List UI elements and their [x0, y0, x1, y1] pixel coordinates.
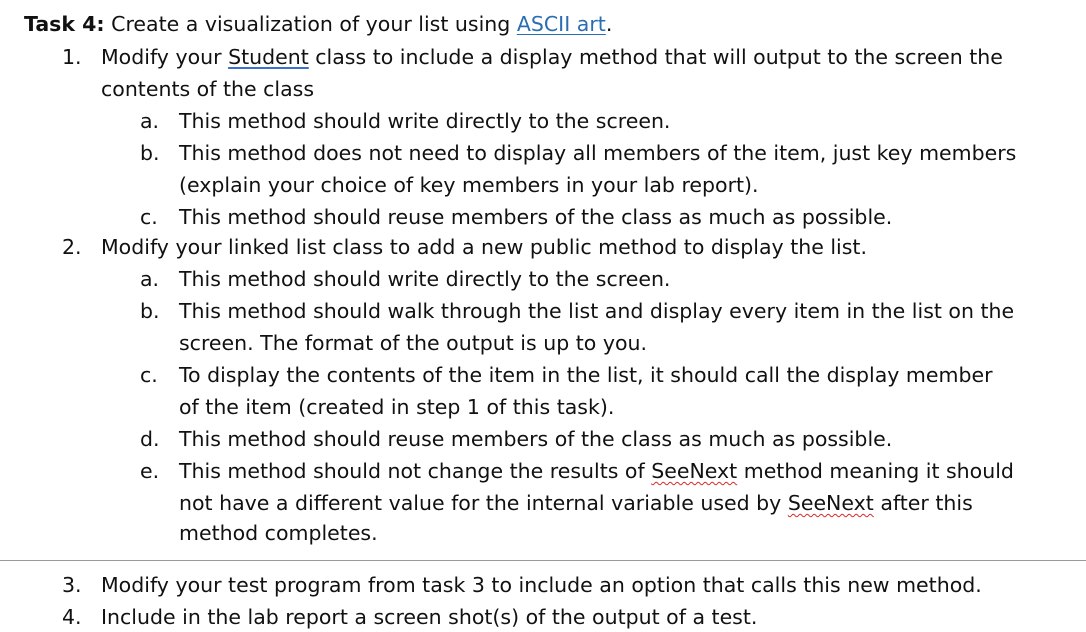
item-1a-text: This method should write directly to the screen. [179, 109, 671, 133]
item-2d-letter: d. [140, 427, 160, 451]
item-2c-text: To display the contents of the item in the list, it should call the display member [179, 363, 993, 387]
item-2b-letter: b. [140, 299, 160, 323]
item-2a-text: This method should write directly to the screen. [179, 267, 671, 291]
item-2-number: 2. [62, 235, 82, 259]
item-1b-text-continued: (explain your choice of key members in your lab report). [179, 173, 759, 197]
task-label: Task 4: [24, 12, 105, 36]
item-1b-letter: b. [140, 141, 160, 165]
item-3-number: 3. [62, 573, 82, 597]
item-2b-text: This method should walk through the list and display every item in the list on the [179, 299, 1015, 323]
item-2c-text-continued: of the item (created in step 1 of this task). [179, 395, 615, 419]
item-2d-text: This method should reuse members of the class as much as possible. [179, 427, 893, 451]
item-2e-text-continued-2: method completes. [179, 521, 378, 545]
item-4-text: Include in the lab report a screen shot(s) of the output of a test. [101, 605, 758, 629]
item-2e-text-continued: not have a different value for the internal variable used by SeeNext after this [179, 491, 973, 515]
item-1c-letter: c. [140, 205, 158, 229]
item-1b-text: This method does not need to display all members of the item, just key members [179, 141, 1017, 165]
item-1-text-continued: contents of the class [101, 77, 315, 101]
section-divider [0, 560, 1086, 561]
item-1-number: 1. [62, 45, 82, 69]
item-2c-letter: c. [140, 363, 158, 387]
task-title-text: Create a visualization of your list using [104, 12, 517, 36]
item-2-text: Modify your linked list class to add a new public method to display the list. [101, 235, 867, 259]
item-4-number: 4. [62, 605, 82, 629]
student-class-word: Student [228, 45, 309, 69]
task-title-period: . [605, 12, 613, 36]
item-2e-letter: e. [140, 459, 160, 483]
item-3-text: Modify your test program from task 3 to include an option that calls this new method. [101, 573, 982, 597]
item-1c-text: This method should reuse members of the class as much as possible. [179, 205, 893, 229]
seenext-word: SeeNext [651, 459, 738, 483]
item-2b-text-continued: screen. The format of the output is up to you. [179, 331, 647, 355]
item-2a-letter: a. [140, 267, 160, 291]
task-title [24, 10, 612, 38]
item-1-text: Modify your Student class to include a display method that will output to the screen the [101, 45, 1003, 69]
seenext-word: SeeNext [787, 491, 874, 515]
item-2e-text: This method should not change the results of SeeNext method meaning it should [179, 459, 1014, 483]
ascii-art-link[interactable]: ASCII art [516, 12, 606, 36]
item-1a-letter: a. [140, 109, 160, 133]
